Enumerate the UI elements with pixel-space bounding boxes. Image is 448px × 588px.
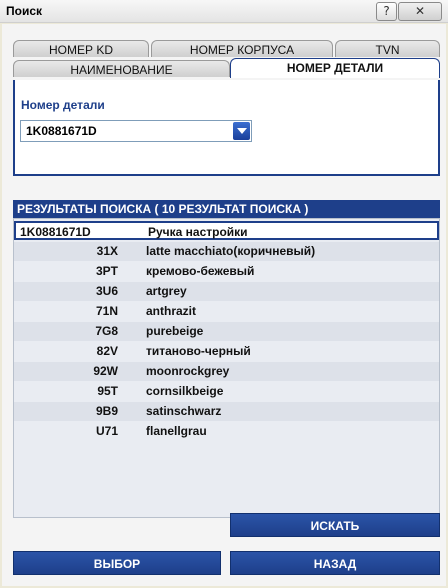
item-code: 3PT xyxy=(95,264,118,278)
search-button-label: ИСКАТЬ xyxy=(310,519,360,533)
item-desc: purebeige xyxy=(146,324,204,338)
item-desc: artgrey xyxy=(146,284,187,298)
window-title: Поиск xyxy=(6,4,43,18)
part-number-value: 1K0881671D xyxy=(26,124,97,138)
list-item[interactable] xyxy=(14,422,439,441)
tab-kd-number[interactable]: НОМЕР KD xyxy=(13,40,149,57)
item-code: 7G8 xyxy=(95,324,118,338)
select-button[interactable] xyxy=(13,551,221,575)
item-code: 9B9 xyxy=(95,404,118,418)
tab-body-number[interactable]: НОМЕР КОРПУСА xyxy=(151,40,333,57)
help-button[interactable]: ? xyxy=(376,2,397,21)
item-code: 71N xyxy=(95,304,118,318)
title-bar xyxy=(0,0,448,23)
results-list xyxy=(13,218,440,518)
tab-name[interactable]: НАИМЕНОВАНИЕ xyxy=(13,60,230,77)
item-code: 95T xyxy=(97,384,118,398)
list-item[interactable] xyxy=(14,342,439,361)
part-number-label: Номер детали xyxy=(21,98,105,112)
list-item[interactable] xyxy=(14,302,439,321)
list-item[interactable] xyxy=(14,382,439,401)
item-desc: титаново-черный xyxy=(146,344,251,358)
item-desc: cornsilkbeige xyxy=(146,384,224,398)
back-button-label: НАЗАД xyxy=(313,557,357,571)
item-desc: satinschwarz xyxy=(146,404,222,418)
item-desc: moonrockgrey xyxy=(146,364,230,378)
item-desc: latte macchiato(коричневый) xyxy=(146,244,316,258)
search-button[interactable] xyxy=(230,513,440,537)
item-code: U71 xyxy=(95,424,118,438)
item-desc: кремово-бежевый xyxy=(146,264,255,278)
item-desc: anthrazit xyxy=(146,304,197,318)
list-item[interactable] xyxy=(14,242,439,261)
close-button[interactable]: ✕ xyxy=(398,2,442,21)
item-code: 31X xyxy=(96,244,118,258)
search-panel xyxy=(2,24,446,586)
tab-part-number[interactable]: НОМЕР ДЕТАЛИ xyxy=(230,58,440,78)
item-desc: Ручка настройки xyxy=(148,225,248,239)
back-button[interactable] xyxy=(230,551,440,575)
tab-tvn[interactable]: TVN xyxy=(335,40,440,57)
list-item[interactable] xyxy=(14,322,439,341)
list-item[interactable] xyxy=(14,402,439,421)
chevron-down-icon[interactable] xyxy=(233,122,250,140)
results-header: РЕЗУЛЬТАТЫ ПОИСКА ( 10 РЕЗУЛЬТАТ ПОИСКА ) xyxy=(13,200,440,218)
item-desc: flanellgrau xyxy=(146,424,207,438)
select-button-label: ВЫБОР xyxy=(93,557,141,571)
list-item[interactable] xyxy=(14,362,439,381)
part-number-combobox[interactable] xyxy=(20,120,252,142)
list-item[interactable] xyxy=(14,282,439,301)
list-item[interactable] xyxy=(14,221,439,240)
item-code: 92W xyxy=(93,364,118,378)
item-code: 82V xyxy=(96,344,118,358)
item-code: 3U6 xyxy=(95,284,118,298)
item-code: 1K0881671D xyxy=(20,225,91,239)
list-item[interactable] xyxy=(14,262,439,281)
